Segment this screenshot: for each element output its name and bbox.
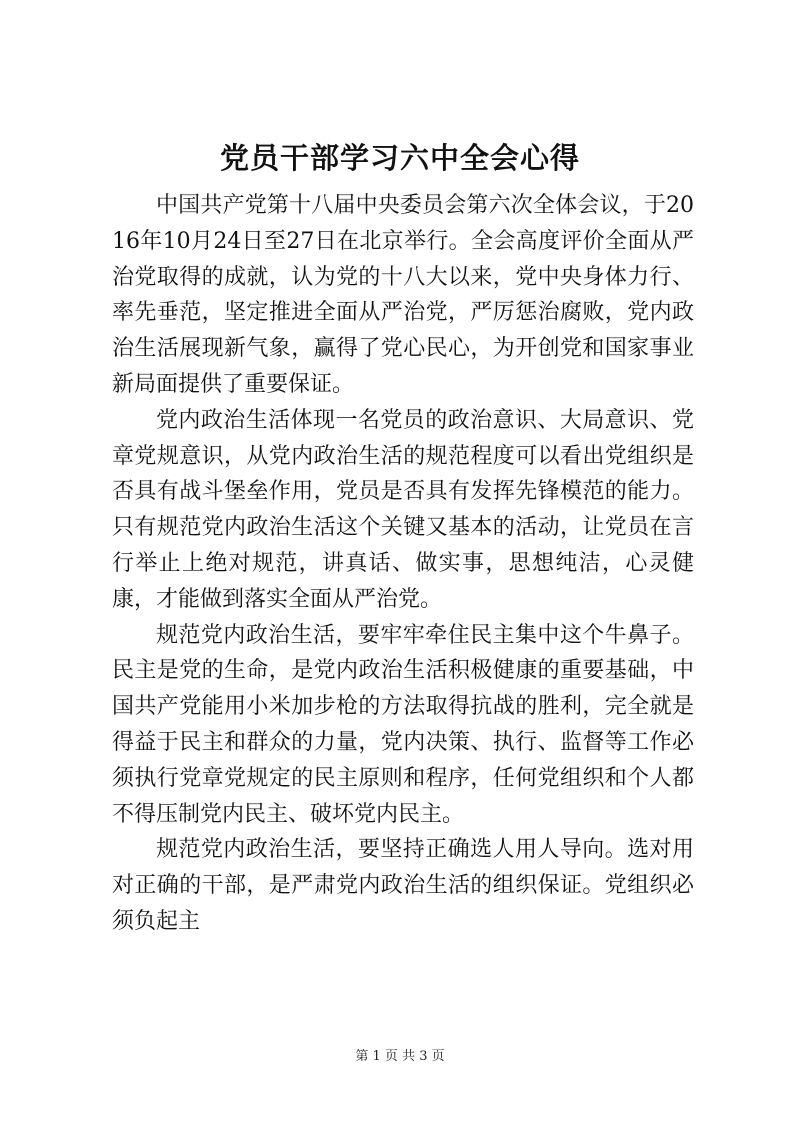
document-title: 党员干部学习六中全会心得 bbox=[219, 141, 580, 175]
document-body bbox=[112, 188, 694, 940]
page-number-footer: 第 1 页 共 3 页 bbox=[355, 1049, 445, 1064]
paragraph-3: 规范党内政治生活，要牢牢牵住民主集中这个牛鼻子。民主是党的生命，是党内政治生活积极健康的重要基础，中国共产党能用小米加步枪的方法取得抗战的胜利，完全就是得益于民主和群众的力量，党内决策、执行、监督等工作必须执行党章党规定的民主原则和程序，任何党组织和个人都不得压制党内民主、破坏党内民主。 bbox=[112, 622, 694, 827]
paragraph-4: 规范党内政治生活，要坚持正确选人用人导向。选对用对正确的干部，是严肃党内政治生活的组织保证。党组织必须负起主 bbox=[112, 837, 694, 934]
paragraph-2: 党内政治生活体现一名党员的政治意识、大局意识、党章党规意识，从党内政治生活的规范程度可以看出党组织是否具有战斗堡垒作用，党员是否具有发挥先锋模范的能力。只有规范党内政治生活这个关键又基本的活动，让党员在言行举止上绝对规范，讲真话、做实事，思想纯洁，心灵健康，才能做到落实全面从严治党。 bbox=[112, 407, 694, 612]
paragraph-1: 中国共产党第十八届中央委员会第六次全体会议，于2016年10月24日至27日在北京举行。全会高度评价全面从严治党取得的成就，认为党的十八大以来，党中央身体力行、率先垂范，坚定推进全面从严治党，严厉惩治腐败，党内政治生活展现新气象，赢得了党心民心，为开创党和国家事业新局面提供了重要保证。 bbox=[112, 193, 694, 397]
